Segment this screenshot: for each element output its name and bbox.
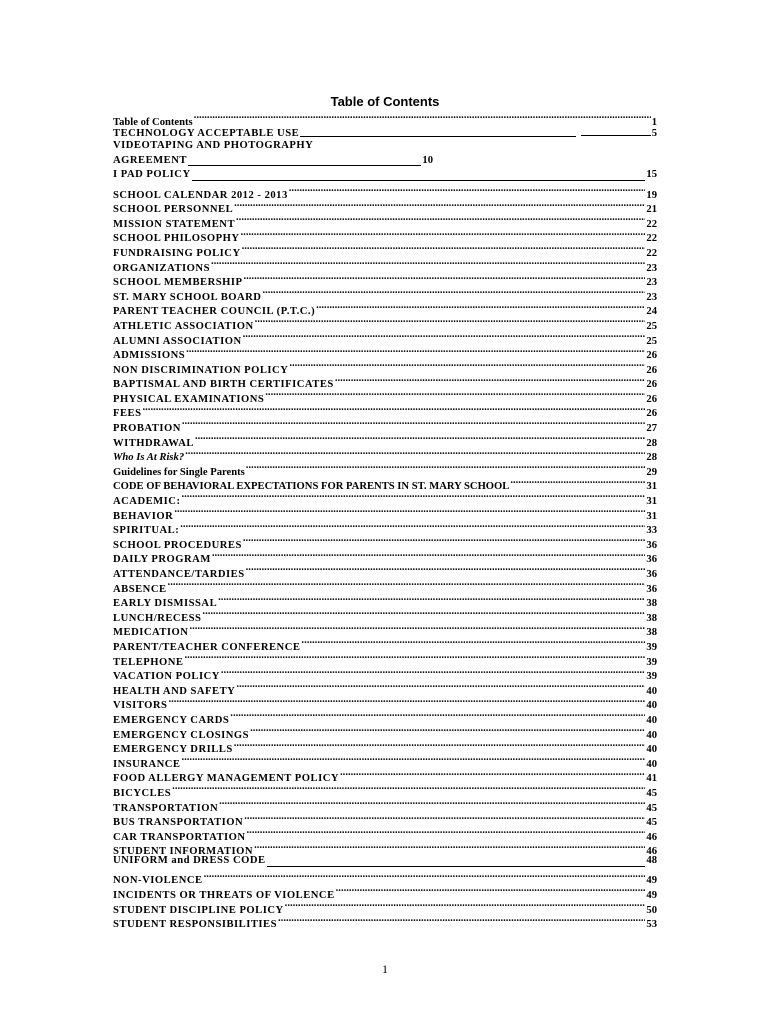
toc-entry-label: I PAD POLICY bbox=[113, 169, 191, 181]
toc-entry-leader bbox=[168, 577, 646, 592]
toc-entry-leader bbox=[242, 241, 646, 256]
toc-entry-label: HEALTH AND SAFETY bbox=[113, 685, 236, 697]
toc-entry-page: 22 bbox=[646, 247, 657, 259]
toc-entry-page: 38 bbox=[646, 612, 657, 624]
toc-entry[interactable] bbox=[113, 869, 657, 887]
toc-entry-leader bbox=[255, 314, 646, 329]
toc-entry-page: 50 bbox=[646, 904, 657, 916]
toc-entry-page: 25 bbox=[646, 335, 657, 347]
toc-entry[interactable] bbox=[113, 431, 657, 449]
toc-entry-label: Table of Contents bbox=[113, 116, 193, 128]
toc-entry[interactable] bbox=[113, 504, 657, 522]
toc-entry-leader bbox=[510, 475, 645, 490]
toc-entry-page: 28 bbox=[646, 437, 657, 449]
toc-entry[interactable] bbox=[113, 168, 657, 183]
toc-entry-leader bbox=[243, 533, 646, 548]
toc-entry[interactable] bbox=[113, 577, 657, 595]
toc-entry-page: 40 bbox=[646, 758, 657, 770]
toc-entry-leader bbox=[185, 446, 645, 461]
toc-entry-page: 31 bbox=[646, 510, 657, 522]
toc-entry-label: SCHOOL PERSONNEL bbox=[113, 204, 234, 216]
toc-entry-leader bbox=[189, 621, 645, 636]
toc-entry-page: 45 bbox=[646, 817, 657, 829]
toc-entry-label: CAR TRANSPORTATION bbox=[113, 831, 246, 843]
toc-entry-label: SCHOOL MEMBERSHIP bbox=[113, 277, 243, 289]
toc-entry-leader bbox=[254, 840, 645, 855]
toc-entry[interactable] bbox=[113, 694, 657, 712]
toc-entry-label: AGREEMENT bbox=[113, 154, 187, 166]
toc-entry-leader bbox=[221, 665, 646, 680]
toc-entry-label: LUNCH/RECESS bbox=[113, 612, 202, 624]
toc-entry-page: 23 bbox=[646, 262, 657, 274]
toc-entry-leader bbox=[212, 548, 646, 563]
toc-entry-page: 36 bbox=[646, 554, 657, 566]
toc-entry-leader bbox=[184, 650, 645, 665]
toc-entry[interactable] bbox=[113, 460, 657, 478]
toc-entry-leader bbox=[278, 913, 645, 928]
toc-list bbox=[113, 110, 657, 931]
toc-entry[interactable] bbox=[113, 533, 657, 551]
toc-entry-leader bbox=[181, 752, 645, 767]
toc-entry-label: ABSENCE bbox=[113, 583, 167, 595]
toc-entry-leader bbox=[230, 708, 645, 723]
toc-entry-label: ACADEMIC: bbox=[113, 496, 181, 508]
toc-entry-page: 39 bbox=[646, 671, 657, 683]
toc-entry[interactable] bbox=[113, 402, 657, 420]
toc-entry-leader bbox=[195, 431, 645, 446]
toc-entry-page: 27 bbox=[646, 423, 657, 435]
toc-entry-leader bbox=[250, 723, 645, 738]
toc-entry-leader bbox=[219, 796, 645, 811]
toc-entry[interactable] bbox=[113, 854, 657, 869]
toc-entry[interactable] bbox=[113, 125, 657, 140]
toc-entry[interactable] bbox=[113, 665, 657, 683]
toc-entry-leader bbox=[336, 883, 646, 898]
toc-entry[interactable] bbox=[113, 592, 657, 610]
toc-entry[interactable] bbox=[113, 446, 657, 464]
toc-entry-leader bbox=[285, 898, 646, 913]
toc-entry-label: ALUMNI ASSOCIATION bbox=[113, 335, 242, 347]
toc-entry-label: FUNDRAISING POLICY bbox=[113, 247, 241, 259]
toc-entry-page: 21 bbox=[646, 204, 657, 216]
toc-entry-leader bbox=[234, 198, 645, 213]
toc-entry-label: TRANSPORTATION bbox=[113, 802, 219, 814]
toc-entry-leader bbox=[241, 227, 646, 242]
toc-entry-label: SCHOOL PHILOSOPHY bbox=[113, 233, 240, 245]
toc-entry-label: ADMISSIONS bbox=[113, 350, 186, 362]
toc-entry-label: ORGANIZATIONS bbox=[113, 262, 210, 274]
toc-entry[interactable] bbox=[113, 767, 657, 785]
toc-entry-leader bbox=[186, 344, 645, 359]
toc-entry-label: BAPTISMAL AND BIRTH CERTIFICATES bbox=[113, 379, 334, 391]
toc-entry-page: 33 bbox=[646, 525, 657, 537]
toc-entry-leader bbox=[340, 767, 645, 782]
toc-entry[interactable] bbox=[113, 650, 657, 668]
toc-entry[interactable] bbox=[113, 344, 657, 362]
page-title: Table of Contents bbox=[330, 94, 440, 109]
toc-entry-page: 25 bbox=[646, 320, 657, 332]
toc-entry[interactable] bbox=[113, 635, 657, 653]
toc-entry[interactable] bbox=[113, 139, 657, 154]
toc-entry-page: 38 bbox=[646, 627, 657, 639]
toc-entry-label: STUDENT DISCIPLINE POLICY bbox=[113, 904, 284, 916]
toc-entry-leader bbox=[172, 781, 645, 796]
toc-entry[interactable] bbox=[113, 519, 657, 537]
toc-entry-label: STUDENT INFORMATION bbox=[113, 846, 254, 858]
toc-entry[interactable] bbox=[113, 708, 657, 726]
toc-entry-page: 22 bbox=[646, 233, 657, 245]
toc-entry-leader bbox=[218, 592, 645, 607]
toc-entry-page: 26 bbox=[646, 364, 657, 376]
toc-entry-page: 45 bbox=[646, 802, 657, 814]
toc-entry-leader bbox=[192, 170, 646, 181]
toc-entry-leader bbox=[174, 504, 645, 519]
toc-entry-label: EARLY DISMISSAL bbox=[113, 598, 218, 610]
toc-entry-page: 41 bbox=[646, 773, 657, 785]
toc-entry-label: FEES bbox=[113, 408, 142, 420]
toc-entry-page: 40 bbox=[646, 700, 657, 712]
toc-entry-leader bbox=[289, 183, 646, 198]
toc-entry-leader bbox=[182, 416, 646, 431]
toc-entry-label: PHYSICAL EXAMINATIONS bbox=[113, 393, 265, 405]
toc-entry-page: 5 bbox=[651, 127, 657, 139]
toc-entry-label: INSURANCE bbox=[113, 758, 181, 770]
toc-entry[interactable] bbox=[113, 489, 657, 508]
toc-entry-leader bbox=[168, 694, 645, 709]
toc-entry-page: 40 bbox=[646, 744, 657, 756]
toc-entry-leader bbox=[181, 489, 645, 504]
toc-entry-leader bbox=[188, 155, 421, 166]
toc-entry-label: FOOD ALLERGY MANAGEMENT POLICY bbox=[113, 773, 340, 785]
toc-entry[interactable] bbox=[113, 796, 657, 814]
toc-entry-label: DAILY PROGRAM bbox=[113, 554, 211, 566]
toc-entry-label: TECHNOLOGY ACCEPTABLE USE bbox=[113, 127, 300, 139]
toc-entry-page: 46 bbox=[646, 846, 657, 858]
toc-entry-page: 48 bbox=[646, 855, 657, 867]
toc-entry-label: Who Is At Risk? bbox=[113, 452, 185, 464]
toc-entry-leader bbox=[247, 825, 646, 840]
toc-entry-page: 45 bbox=[646, 787, 657, 799]
toc-entry-page: 39 bbox=[646, 641, 657, 653]
toc-entry-page: 26 bbox=[646, 393, 657, 405]
toc-entry-page: 22 bbox=[646, 218, 657, 230]
toc-entry-leader bbox=[262, 285, 645, 300]
toc-entry-label: VACATION POLICY bbox=[113, 671, 220, 683]
toc-entry-page: 1 bbox=[651, 116, 657, 128]
toc-entry-page: 40 bbox=[646, 714, 657, 726]
toc-entry-label: SPIRITUAL: bbox=[113, 525, 180, 537]
page-number: 1 bbox=[382, 962, 388, 976]
toc-entry-page: 29 bbox=[646, 466, 657, 478]
toc-entry-label: NON DISCRIMINATION POLICY bbox=[113, 364, 289, 376]
toc-entry-leader bbox=[243, 329, 646, 344]
toc-entry-label: INCIDENTS OR THREATS OF VIOLENCE bbox=[113, 890, 335, 902]
toc-entry-label: ATTENDANCE/TARDIES bbox=[113, 569, 245, 580]
toc-entry-page: 10 bbox=[422, 154, 433, 166]
toc-entry-leader bbox=[289, 358, 645, 373]
toc-entry-leader bbox=[300, 126, 576, 137]
toc-entry-label: BEHAVIOR bbox=[113, 510, 174, 522]
toc-entry-label: WITHDRAWAL bbox=[113, 437, 194, 449]
toc-entry-label: PROBATION bbox=[113, 423, 181, 435]
toc-entry-page: 49 bbox=[646, 890, 657, 902]
toc-entry-leader bbox=[267, 856, 646, 867]
toc-entry-label: EMERGENCY DRILLS bbox=[113, 744, 233, 756]
toc-entry[interactable] bbox=[113, 358, 657, 376]
toc-entry-label: SCHOOL PROCEDURES bbox=[113, 539, 242, 551]
toc-entry[interactable] bbox=[113, 752, 657, 770]
toc-entry-label: EMERGENCY CARDS bbox=[113, 714, 230, 726]
toc-entry-page: 26 bbox=[646, 379, 657, 391]
toc-entry-page: 49 bbox=[646, 875, 657, 887]
toc-entry-page: 26 bbox=[646, 408, 657, 420]
toc-entry-page: 39 bbox=[646, 656, 657, 668]
toc-entry-leader bbox=[581, 125, 651, 136]
toc-entry-label: MEDICATION bbox=[113, 627, 189, 639]
toc-entry-page: 46 bbox=[646, 831, 657, 843]
toc-entry-leader bbox=[202, 606, 645, 621]
toc-entry-label: BICYCLES bbox=[113, 787, 172, 799]
toc-entry-page: 23 bbox=[646, 291, 657, 303]
toc-entry-leader bbox=[301, 635, 645, 650]
toc-entry-page: 36 bbox=[646, 569, 657, 580]
toc-entry-label: VISITORS bbox=[113, 700, 168, 712]
toc-entry-leader bbox=[335, 373, 646, 388]
toc-entry-leader bbox=[236, 679, 645, 694]
toc-entry-label: BUS TRANSPORTATION bbox=[113, 817, 244, 829]
toc-entry-page: 53 bbox=[646, 919, 657, 931]
toc-entry[interactable] bbox=[113, 154, 433, 169]
toc-entry-page: 36 bbox=[646, 583, 657, 595]
toc-entry-leader bbox=[211, 256, 645, 271]
toc-entry-label: SCHOOL CALENDAR 2012 - 2013 bbox=[113, 189, 288, 201]
toc-entry-label: PARENT/TEACHER CONFERENCE bbox=[113, 641, 301, 653]
toc-entry-leader bbox=[236, 212, 645, 227]
toc-entry-label: PARENT TEACHER COUNCIL (P.T.C.) bbox=[113, 306, 316, 318]
toc-entry-page: 40 bbox=[646, 729, 657, 741]
toc-entry-leader bbox=[246, 562, 646, 577]
toc-entry-label: NON-VIOLENCE bbox=[113, 875, 203, 887]
toc-entry-leader bbox=[194, 110, 651, 125]
toc-entry-label: EMERGENCY CLOSINGS bbox=[113, 729, 250, 741]
toc-entry-page: 38 bbox=[646, 598, 657, 610]
toc-entry-leader bbox=[316, 300, 645, 315]
toc-entry-label: STUDENT RESPONSIBILITIES bbox=[113, 919, 278, 931]
toc-entry[interactable] bbox=[113, 781, 657, 799]
toc-entry-label: Guidelines for Single Parents bbox=[113, 466, 245, 478]
toc-entry-page: 24 bbox=[646, 306, 657, 318]
toc-entry-leader bbox=[246, 460, 646, 475]
toc-entry-page: 15 bbox=[646, 169, 657, 181]
toc-entry-label: ST. MARY SCHOOL BOARD bbox=[113, 291, 262, 303]
toc-entry-page: 19 bbox=[646, 189, 657, 201]
toc-entry-page: 28 bbox=[646, 452, 657, 464]
toc-entry[interactable] bbox=[113, 416, 657, 435]
toc-entry-page: 31 bbox=[646, 481, 657, 493]
toc-entry-label: VIDEOTAPING AND PHOTOGRAPHY bbox=[113, 140, 314, 152]
toc-entry[interactable] bbox=[113, 621, 657, 639]
toc-entry-page: 31 bbox=[646, 496, 657, 508]
toc-entry-page: 23 bbox=[646, 277, 657, 289]
toc-entry-label: MISSION STATEMENT bbox=[113, 218, 236, 230]
toc-entry-leader bbox=[244, 811, 645, 826]
toc-entry-leader bbox=[243, 271, 645, 286]
toc-entry[interactable] bbox=[113, 183, 657, 201]
toc-entry-page: 40 bbox=[646, 685, 657, 697]
toc-entry[interactable] bbox=[113, 110, 657, 128]
toc-entry-label: TELEPHONE bbox=[113, 656, 184, 668]
toc-entry-page: 36 bbox=[646, 539, 657, 551]
toc-entry-label: CODE OF BEHAVIORAL EXPECTATIONS FOR PARENTS IN ST. MARY SCHOOL bbox=[113, 481, 510, 493]
toc-entry-leader bbox=[234, 738, 646, 753]
toc-entry-page: 26 bbox=[646, 350, 657, 362]
toc-entry-leader bbox=[204, 869, 646, 884]
toc-entry-leader bbox=[143, 402, 646, 417]
toc-entry-label: UNIFORM and DRESS CODE bbox=[113, 855, 266, 867]
toc-entry-leader bbox=[180, 519, 645, 534]
toc-entry-label: ATHLETIC ASSOCIATION bbox=[113, 320, 254, 332]
toc-entry-leader bbox=[265, 387, 645, 402]
